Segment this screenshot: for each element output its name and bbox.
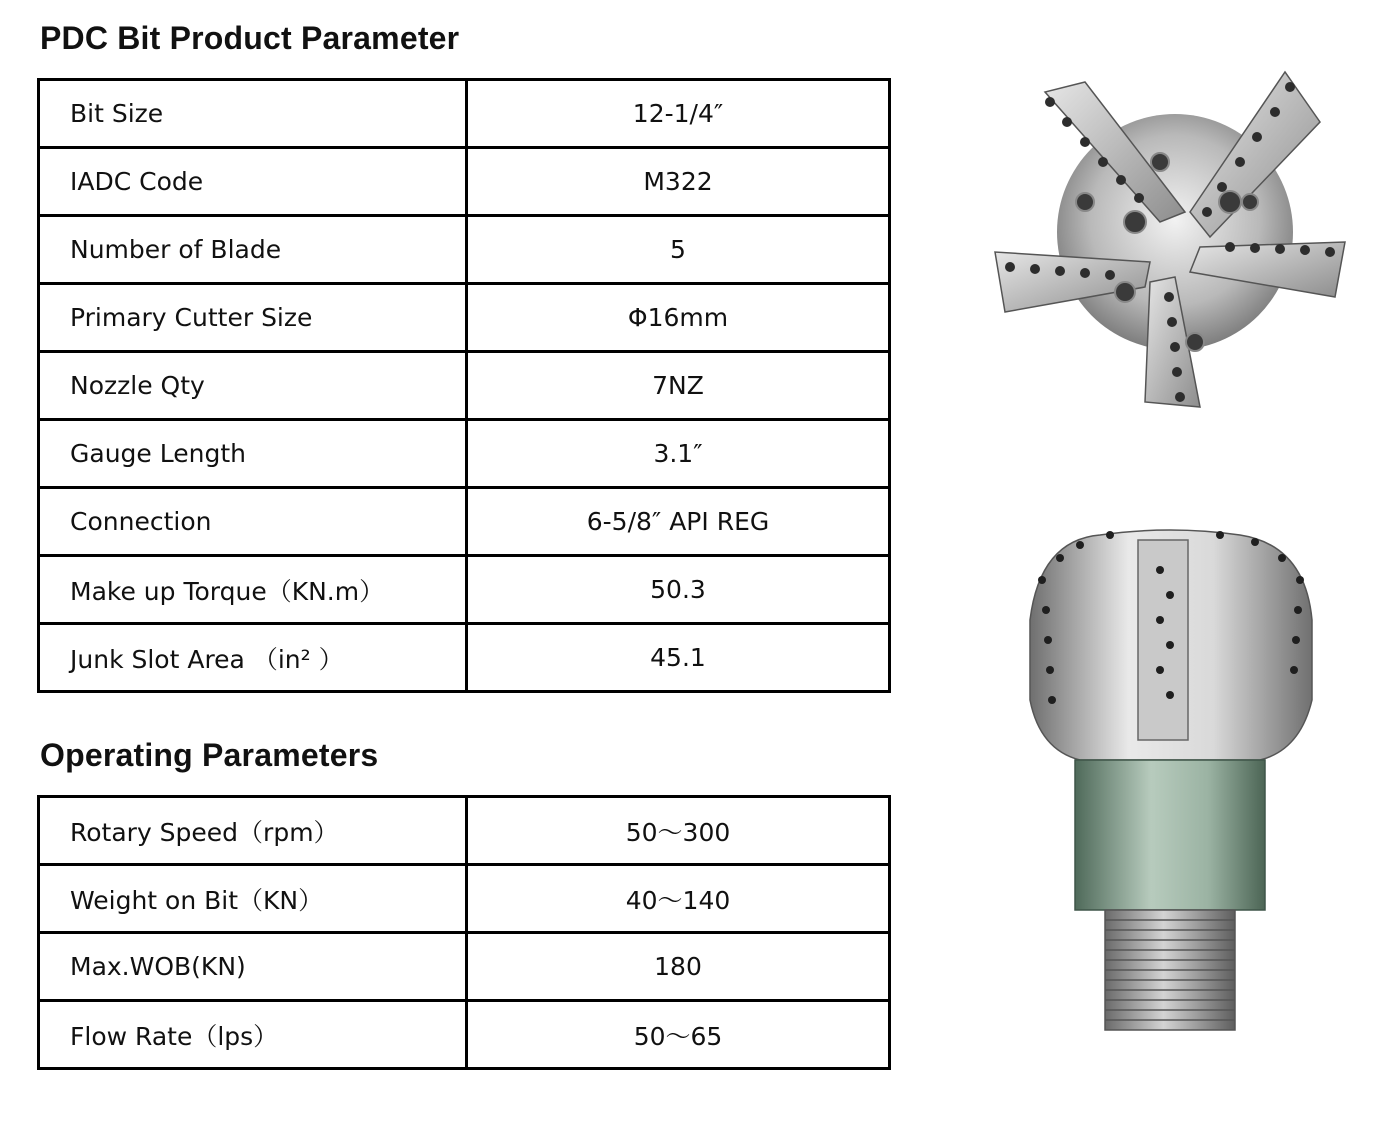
param-label: IADC Code	[39, 148, 467, 216]
param-label: Number of Blade	[39, 216, 467, 284]
product-parameter-heading: PDC Bit Product Parameter	[40, 20, 460, 56]
param-value: Φ16mm	[467, 284, 890, 352]
table-row	[39, 148, 890, 216]
param-label: Primary Cutter Size	[39, 284, 467, 352]
param-value: M322	[467, 148, 890, 216]
param-label: Nozzle Qty	[39, 352, 467, 420]
table-row	[39, 1001, 890, 1069]
param-label: Junk Slot Area （in² ）	[39, 624, 467, 692]
param-value: 3.1″	[467, 420, 890, 488]
param-value: 50～65	[467, 1001, 890, 1069]
param-label: Bit Size	[39, 80, 467, 148]
param-label: Flow Rate（lps）	[39, 1001, 467, 1069]
param-label: Gauge Length	[39, 420, 467, 488]
table-row	[39, 80, 890, 148]
table-row	[39, 865, 890, 933]
table-row	[39, 624, 890, 692]
operating-parameters-table	[37, 795, 891, 1070]
param-value: 45.1	[467, 624, 890, 692]
table-row	[39, 797, 890, 865]
param-label: Connection	[39, 488, 467, 556]
table-row	[39, 556, 890, 624]
param-label: Rotary Speed（rpm）	[39, 797, 467, 865]
param-label: Weight on Bit（KN）	[39, 865, 467, 933]
param-label: Make up Torque（KN.m）	[39, 556, 467, 624]
param-value: 50～300	[467, 797, 890, 865]
operating-parameters-heading: Operating Parameters	[40, 737, 379, 773]
param-value: 50.3	[467, 556, 890, 624]
param-value: 5	[467, 216, 890, 284]
table-row	[39, 352, 890, 420]
table-row	[39, 420, 890, 488]
param-label: Max.WOB(KN)	[39, 933, 467, 1001]
pdc-bit-top-view-image	[985, 62, 1357, 412]
table-row	[39, 284, 890, 352]
param-value: 6-5/8″ API REG	[467, 488, 890, 556]
param-value: 12-1/4″	[467, 80, 890, 148]
table-row	[39, 216, 890, 284]
product-parameter-table	[37, 78, 891, 693]
param-value: 7NZ	[467, 352, 890, 420]
pdc-bit-side-view-image	[1020, 520, 1322, 1032]
table-row	[39, 933, 890, 1001]
param-value: 40～140	[467, 865, 890, 933]
param-value: 180	[467, 933, 890, 1001]
table-row	[39, 488, 890, 556]
